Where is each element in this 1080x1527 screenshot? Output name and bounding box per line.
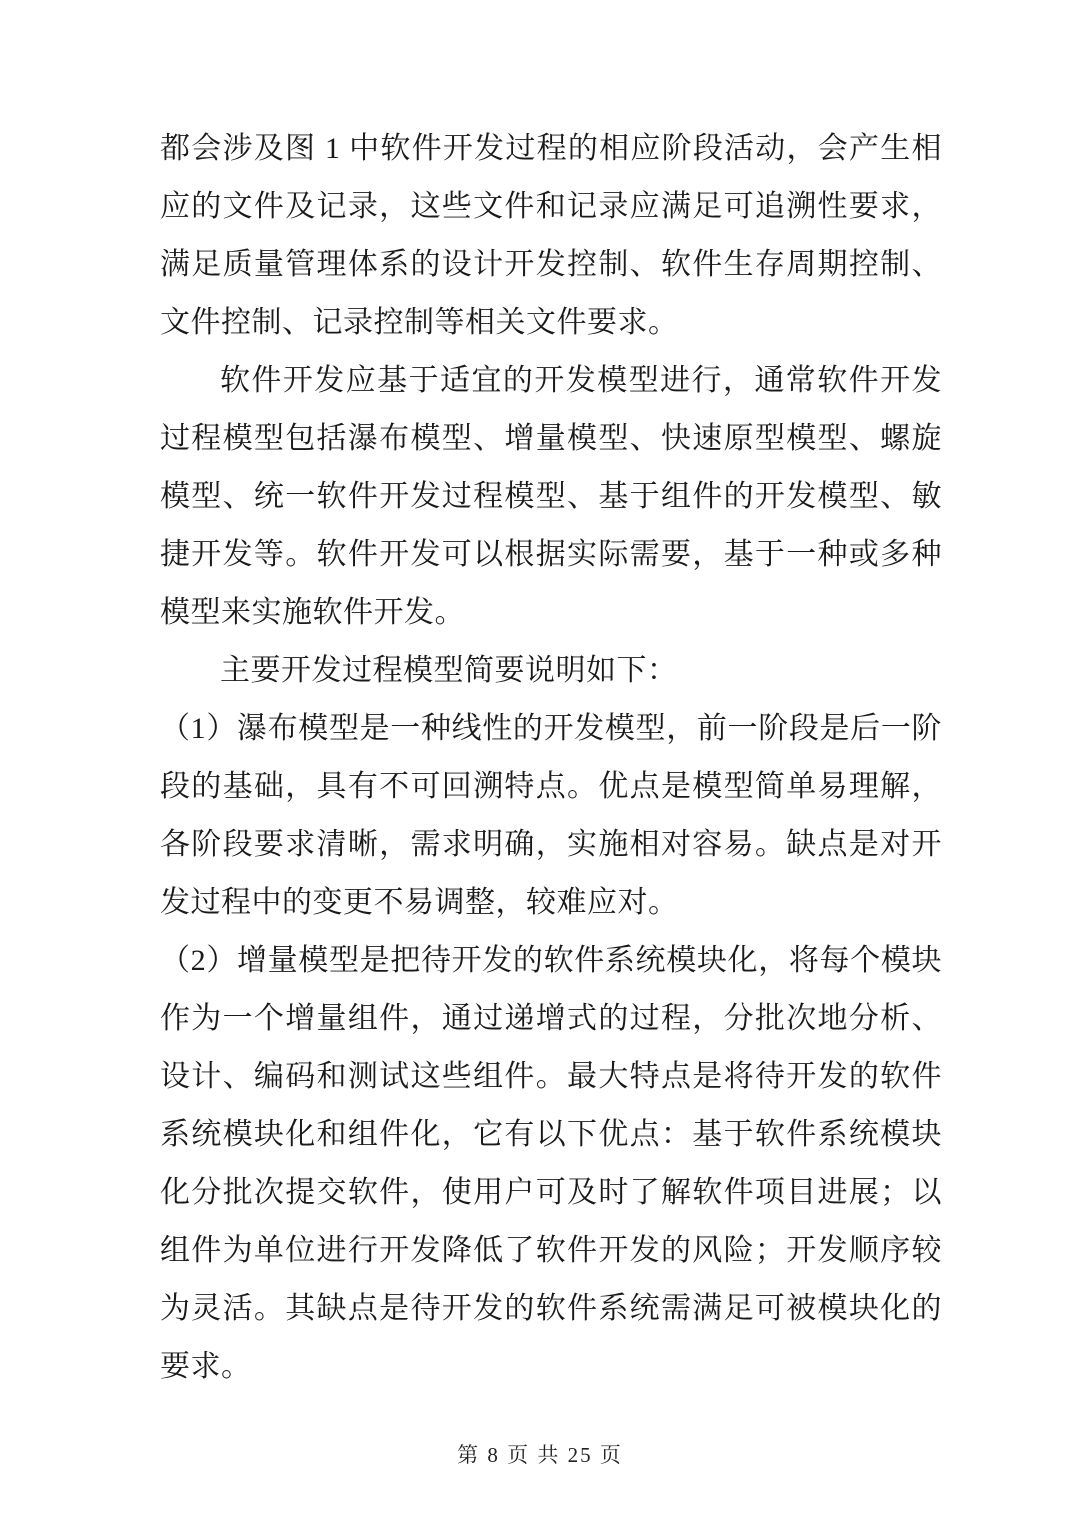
paragraph-list-item-2: （2）增量模型是把待开发的软件系统模块化，将每个模块作为一个增量组件，通过递增式的过程，分批次地分析、设计、编码和测试这些组件。最大特点是将待开发的软件系统模块化和组件化，它有以下优点：基于软件系统模块化分批次提交软件，使用户可及时了解软件项目进展；以组件为单位进行开发降低了软件开发的风险；开发顺序较为灵活。其缺点是待开发的软件系统需满足可被模块化的要求。 xyxy=(160,944,942,1383)
paragraph: 软件开发应基于适宜的开发模型进行，通常软件开发过程模型包括瀑布模型、增量模型、快速原型模型、螺旋模型、统一软件开发过程模型、基于组件的开发模型、敏捷开发等。软件开发可以根据实际需要，基于一种或多种模型来实施软件开发。 xyxy=(160,364,942,629)
page-footer xyxy=(0,1439,1080,1469)
page-number-indicator: 第 8 页 共 25 页 xyxy=(457,1443,623,1467)
document-body xyxy=(160,120,942,1396)
paragraph: 主要开发过程模型简要说明如下： xyxy=(220,654,678,687)
paragraph-list-item-1: （1）瀑布模型是一种线性的开发模型，前一阶段是后一阶段的基础，具有不可回溯特点。优点是模型简单易理解，各阶段要求清晰，需求明确，实施相对容易。缺点是对开发过程中的变更不易调整，较难应对。 xyxy=(160,712,942,919)
paragraph: 都会涉及图 1 中软件开发过程的相应阶段活动，会产生相应的文件及记录，这些文件和记录应满足可追溯性要求，满足质量管理体系的设计开发控制、软件生存周期控制、文件控制、记录控制等相关文件要求。 xyxy=(160,132,942,339)
